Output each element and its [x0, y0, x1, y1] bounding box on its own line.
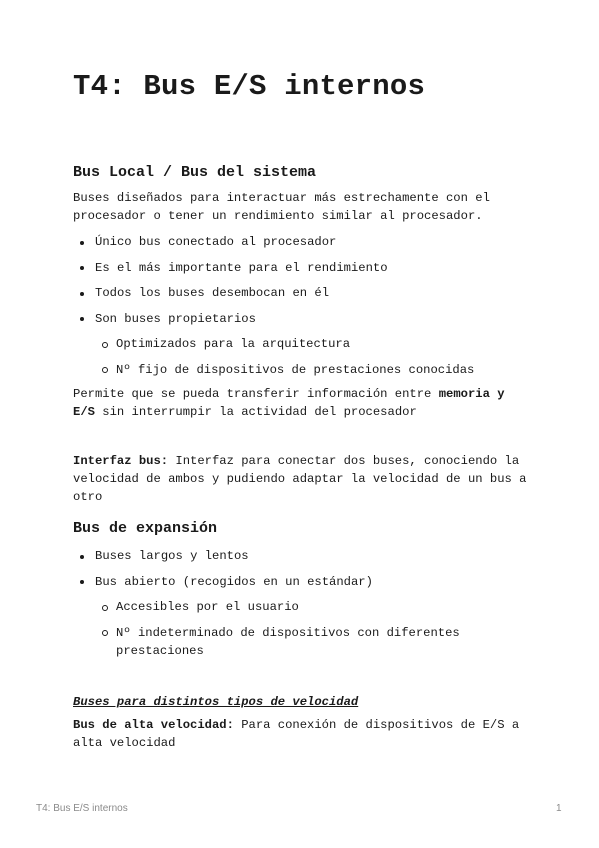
velocidad-label: Bus de alta velocidad: — [73, 718, 234, 732]
section-bus-local — [73, 164, 533, 181]
footer-title: T4: Bus E/S internos — [36, 803, 128, 814]
list-item: Es el más importante para el rendimiento — [73, 259, 533, 285]
intro-line-2: procesador o tener un rendimiento similar al procesador. — [73, 209, 483, 223]
list-item: Único bus conectado al procesador — [73, 233, 533, 259]
bus-local-list — [73, 233, 533, 386]
list-item: Buses largos y lentos — [73, 547, 533, 573]
section-heading-expansion: Bus de expansión — [73, 520, 218, 537]
velocidad-paragraph — [73, 716, 533, 752]
list-item: Bus abierto (recogidos en un estándar) — [73, 573, 533, 599]
velocidad-text-2: alta velocidad — [73, 736, 176, 750]
section-velocidad — [73, 692, 533, 710]
bus-local-intro — [73, 189, 533, 225]
sub-list-item: Nº indeterminado de dispositivos con diferentes prestaciones — [73, 624, 496, 660]
list-item: Son buses propietarios — [73, 310, 533, 336]
intro-line-1: Buses diseñados para interactuar más estrechamente con el — [73, 191, 490, 205]
permite-text-1: Permite que se pueda transferir información entre — [73, 387, 439, 401]
interfaz-text-3: otro — [73, 490, 103, 504]
sub-list-item: Accesibles por el usuario — [73, 598, 533, 624]
sub-list-item: Optimizados para la arquitectura — [73, 335, 533, 361]
interfaz-text-2: velocidad de ambos y pudiendo adaptar la velocidad de un bus a — [73, 472, 527, 486]
interfaz-text-1: Interfaz para conectar dos buses, conociendo la — [168, 454, 520, 468]
permite-bold-2: E/S — [73, 405, 95, 419]
permite-text-2: sin interrumpir la actividad del procesador — [94, 405, 417, 419]
expansion-list — [73, 547, 533, 660]
section-heading-bus-local: Bus Local / Bus del sistema — [73, 164, 317, 181]
list-item: Todos los buses desembocan en él — [73, 284, 533, 310]
subheading-velocidad: Buses para distintos tipos de velocidad — [73, 695, 359, 709]
permite-bold-1: memoria y — [438, 387, 505, 401]
permite-paragraph — [73, 385, 533, 421]
footer-page-number: 1 — [556, 803, 562, 814]
interfaz-paragraph — [73, 452, 533, 506]
page-title: T4: Bus E/S internos — [73, 70, 426, 103]
sub-list-item: Nº fijo de dispositivos de prestaciones conocidas — [73, 361, 533, 387]
velocidad-text-1: Para conexión de dispositivos de E/S a — [233, 718, 520, 732]
interfaz-label: Interfaz bus: — [73, 454, 169, 468]
section-bus-expansion — [73, 520, 533, 537]
